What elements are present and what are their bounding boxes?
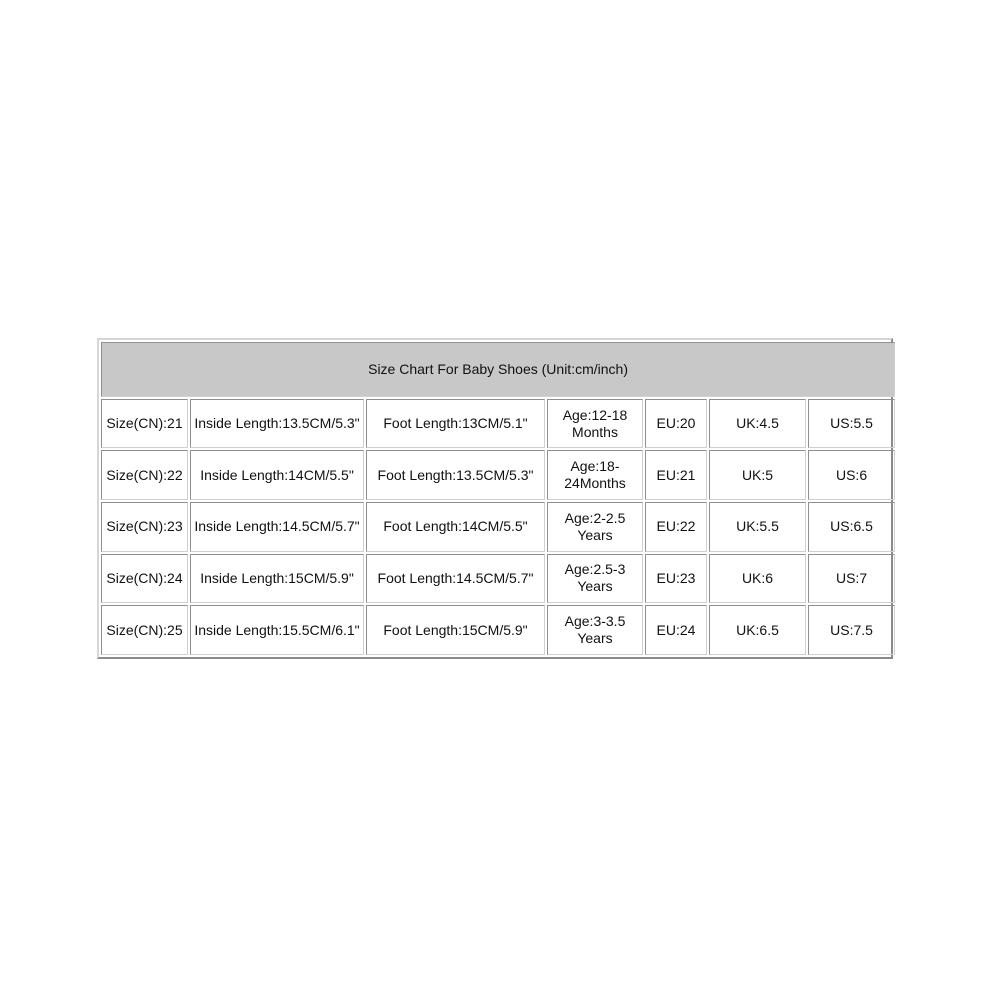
inside-length-cell: Inside Length:15CM/5.9" xyxy=(190,554,364,604)
inside-length-cell: Inside Length:13.5CM/5.3" xyxy=(190,399,364,449)
foot-length-cell: Foot Length:14.5CM/5.7" xyxy=(366,554,545,604)
size-cn-cell: Size(CN):21 xyxy=(101,399,188,449)
eu-size-cell: EU:20 xyxy=(645,399,707,449)
age-cell: Age:2-2.5 Years xyxy=(547,502,643,552)
us-size-cell: US:7 xyxy=(808,554,895,604)
us-size-cell: US:7.5 xyxy=(808,605,895,655)
uk-size-cell: UK:5 xyxy=(709,450,806,500)
table-row xyxy=(101,450,895,500)
foot-length-cell: Foot Length:13CM/5.1" xyxy=(366,399,545,449)
table-row xyxy=(101,399,895,449)
foot-length-cell: Foot Length:13.5CM/5.3" xyxy=(366,450,545,500)
eu-size-cell: EU:24 xyxy=(645,605,707,655)
inside-length-cell: Inside Length:15.5CM/6.1" xyxy=(190,605,364,655)
age-cell: Age:2.5-3 Years xyxy=(547,554,643,604)
uk-size-cell: UK:6 xyxy=(709,554,806,604)
size-chart-table xyxy=(99,340,897,657)
table-row xyxy=(101,502,895,552)
uk-size-cell: UK:4.5 xyxy=(709,399,806,449)
inside-length-cell: Inside Length:14CM/5.5" xyxy=(190,450,364,500)
age-cell: Age:18- 24Months xyxy=(547,450,643,500)
eu-size-cell: EU:23 xyxy=(645,554,707,604)
foot-length-cell: Foot Length:15CM/5.9" xyxy=(366,605,545,655)
us-size-cell: US:6.5 xyxy=(808,502,895,552)
age-cell: Age:12-18 Months xyxy=(547,399,643,449)
uk-size-cell: UK:6.5 xyxy=(709,605,806,655)
title-row xyxy=(101,342,895,397)
us-size-cell: US:6 xyxy=(808,450,895,500)
inside-length-cell: Inside Length:14.5CM/5.7" xyxy=(190,502,364,552)
table-row xyxy=(101,554,895,604)
age-cell: Age:3-3.5 Years xyxy=(547,605,643,655)
eu-size-cell: EU:21 xyxy=(645,450,707,500)
size-chart xyxy=(97,338,893,659)
chart-title: Size Chart For Baby Shoes (Unit:cm/inch) xyxy=(101,342,895,397)
size-cn-cell: Size(CN):24 xyxy=(101,554,188,604)
table-row xyxy=(101,605,895,655)
size-cn-cell: Size(CN):25 xyxy=(101,605,188,655)
us-size-cell: US:5.5 xyxy=(808,399,895,449)
uk-size-cell: UK:5.5 xyxy=(709,502,806,552)
foot-length-cell: Foot Length:14CM/5.5" xyxy=(366,502,545,552)
eu-size-cell: EU:22 xyxy=(645,502,707,552)
size-cn-cell: Size(CN):23 xyxy=(101,502,188,552)
size-cn-cell: Size(CN):22 xyxy=(101,450,188,500)
